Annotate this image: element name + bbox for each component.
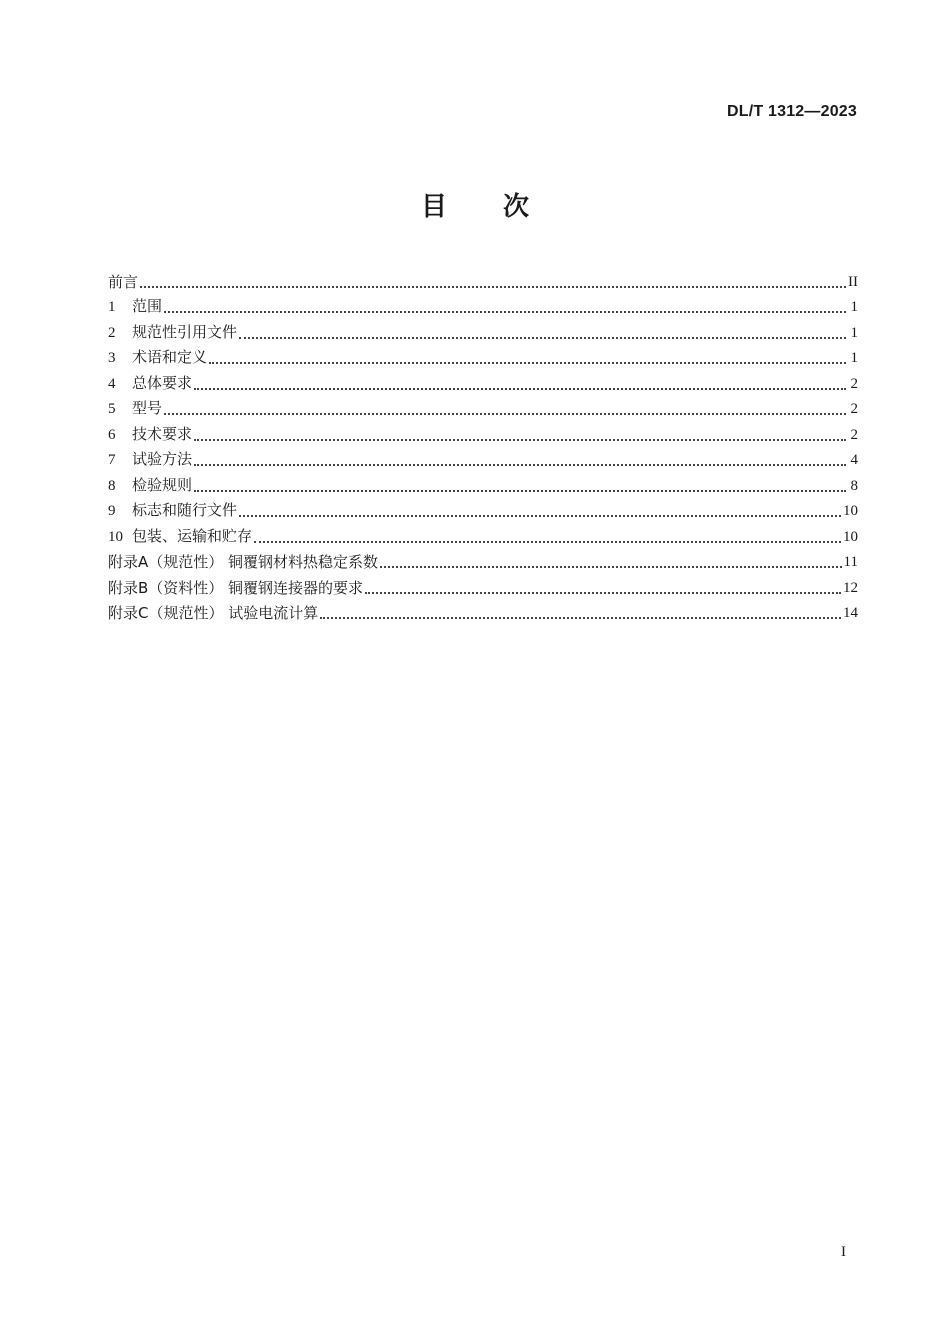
toc-leader-dots (380, 566, 842, 568)
page-title: 目次 (420, 192, 585, 222)
toc-entry-page: 1 (850, 350, 858, 366)
toc-entry-label (108, 373, 192, 394)
toc-entry[interactable] (108, 496, 858, 522)
toc-entry-label (108, 526, 252, 547)
toc-entry-number: 1 (108, 299, 116, 315)
toc-entry-number: 6 (108, 426, 116, 443)
toc-leader-dots (194, 490, 846, 492)
toc-entry-number: 2 (108, 324, 116, 341)
toc-entry[interactable] (108, 572, 858, 598)
toc-entry-page: 1 (850, 324, 858, 341)
toc-entry[interactable] (108, 368, 858, 394)
toc-entry-page: 1 (850, 299, 858, 315)
toc-entry[interactable] (108, 343, 858, 369)
toc-entry-number: 7 (108, 452, 116, 468)
toc-entry-label (108, 475, 192, 496)
toc-entry-label (108, 272, 138, 292)
toc-entry-page: 14 (843, 605, 858, 621)
toc-entry-title: 术语和定义 (132, 348, 208, 366)
toc-entry-label (108, 552, 378, 572)
toc-entry-page: 2 (850, 401, 858, 417)
toc-leader-dots (140, 286, 846, 288)
toc-leader-dots (164, 311, 846, 313)
toc-entry-label (108, 449, 192, 470)
document-code: DL/T 1312—2023 (727, 103, 857, 120)
toc-leader-dots (164, 413, 846, 415)
toc-entry[interactable] (108, 317, 858, 343)
toc-entry-label (108, 296, 162, 317)
toc-entry-number: 9 (108, 503, 116, 519)
toc-entry-page: 4 (850, 452, 858, 468)
toc-entry-page: 2 (850, 426, 858, 443)
toc-entry-number: 4 (108, 375, 116, 392)
toc-entry-title: 技术要求 (132, 424, 193, 443)
toc-entry-label (108, 398, 162, 419)
toc-entry-number: 10 (108, 528, 123, 545)
toc-entry-page: II (848, 273, 858, 290)
toc-leader-dots (254, 541, 841, 543)
toc-leader-dots (194, 464, 846, 466)
toc-entry[interactable] (108, 419, 858, 445)
toc-entry-title: 前言 (108, 272, 139, 291)
toc-entry[interactable] (108, 445, 858, 471)
toc-leader-dots (239, 337, 846, 339)
toc-leader-dots (320, 617, 841, 619)
toc-leader-dots (194, 388, 846, 390)
toc-entry-title: 检验规则 (132, 475, 193, 494)
toc-entry[interactable] (108, 470, 858, 496)
toc-entry[interactable] (108, 394, 858, 420)
toc-leader-dots (239, 515, 841, 517)
toc-entry-label (108, 603, 318, 623)
toc-entry-page: 12 (843, 579, 858, 596)
toc-entry-title: 总体要求 (132, 373, 193, 392)
toc-entry-label (108, 424, 192, 445)
toc-entry-number: 3 (108, 350, 116, 366)
toc-entry[interactable] (108, 547, 858, 573)
toc-entry-page: 11 (843, 554, 858, 570)
toc-leader-dots (365, 592, 841, 594)
toc-entry-page: 2 (850, 375, 858, 392)
toc-entry-title: 范围 (132, 297, 163, 315)
toc-entry-title: 型号 (132, 399, 163, 417)
toc-entry-title: 附录B（资料性） 铜覆钢连接器的要求 (108, 578, 364, 597)
toc-entry[interactable] (108, 266, 858, 292)
toc-leader-dots (209, 362, 846, 364)
toc-entry-title: 试验方法 (132, 450, 193, 468)
table-of-contents (108, 266, 858, 623)
toc-entry-label (108, 500, 237, 521)
toc-entry[interactable] (108, 292, 858, 318)
toc-entry-number: 8 (108, 477, 116, 494)
toc-leader-dots (194, 439, 846, 441)
toc-entry-title: 包装、运输和贮存 (132, 526, 253, 545)
toc-entry-page: 8 (850, 477, 858, 494)
toc-entry-title: 标志和随行文件 (132, 501, 238, 519)
page-number: I (841, 1244, 846, 1260)
toc-entry-label (108, 347, 207, 368)
toc-entry-page: 10 (843, 528, 858, 545)
toc-entry-title: 规范性引用文件 (132, 322, 238, 341)
toc-entry[interactable] (108, 521, 858, 547)
toc-entry-page: 10 (843, 503, 858, 519)
toc-entry-label (108, 322, 237, 343)
toc-entry-number: 5 (108, 401, 116, 417)
toc-entry-title: 附录A（规范性） 铜覆钢材料热稳定系数 (108, 553, 379, 571)
toc-entry-title: 附录C（规范性） 试验电流计算 (108, 604, 319, 622)
toc-entry-label (108, 578, 363, 598)
toc-entry[interactable] (108, 598, 858, 624)
